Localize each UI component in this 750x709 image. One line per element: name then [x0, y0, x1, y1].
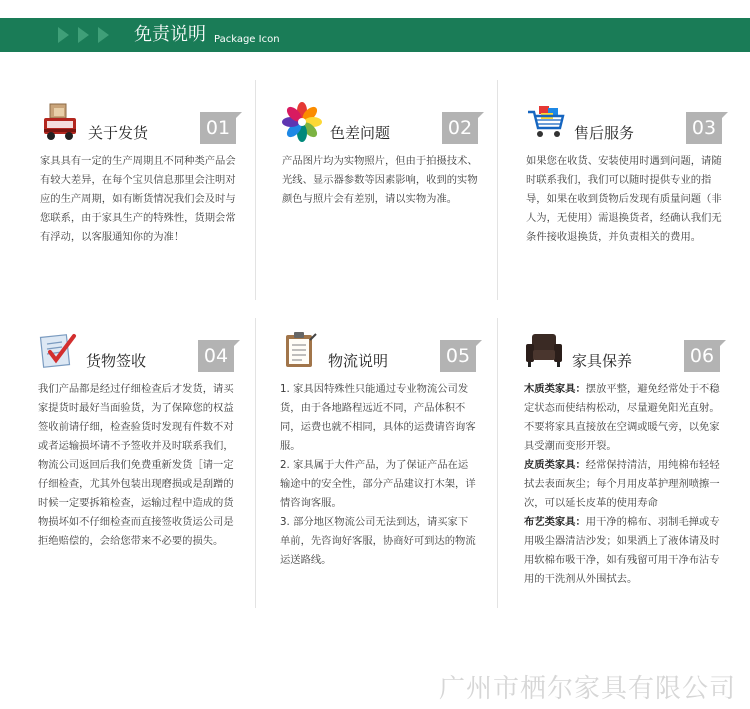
card-number-badge: 05: [440, 340, 476, 372]
card-body: [38, 380, 234, 551]
card-title: 关于发货: [88, 124, 149, 142]
header-banner: [0, 18, 750, 52]
page-title: 免责说明: [134, 24, 206, 45]
card-title: 色差问题: [330, 124, 391, 142]
card-number-badge: 01: [200, 112, 236, 144]
card-furniture-care: [524, 330, 720, 589]
card-color-difference: [282, 102, 478, 209]
shopping-cart-icon: [526, 102, 566, 142]
card-number-badge: 03: [686, 112, 722, 144]
column-divider: [255, 318, 256, 608]
company-watermark: 广州市栖尔家具有限公司: [438, 674, 736, 704]
care-text: 摆放平整，避免经常处于不稳定状态而使结构松动，尽量避免阳光直射。不要将家具直接放在空调或暖气旁，以免家具受潮而变形开裂。: [524, 383, 720, 452]
checklist-icon: [38, 330, 78, 370]
card-paragraph: 产品图片均为实物照片，但由于拍摄技术、光线、显示器参数等因素影响，收到的实物颜色与照片会有差别，请以实物为准。: [282, 155, 478, 205]
card-delivery: [40, 102, 236, 247]
card-paragraph: 如果您在收货、安装使用时遇到问题，请随时联系我们，我们可以随时提供专业的指导，如果在收到货物后发现有质量问题（非人为，无使用）需退换货者，经确认我们无条件接收退换货，并负责相关的费用。: [526, 155, 722, 243]
care-text: 经常保持清洁，用纯棉布轻轻拭去表面灰尘；每个月用皮革护理剂喷擦一次，可以延长皮革的使用寿命: [524, 459, 720, 509]
color-wheel-icon: [282, 102, 322, 142]
card-title: 售后服务: [574, 124, 635, 142]
card-title: 货物签收: [86, 352, 147, 370]
card-body: [40, 152, 236, 247]
card-body: [524, 380, 720, 589]
card-paragraph: [524, 456, 720, 513]
chevron-right-icon: [98, 27, 109, 43]
care-label: 皮质类家具：: [524, 459, 586, 471]
chevron-right-icon: [58, 27, 69, 43]
armchair-icon: [524, 330, 564, 370]
page-subtitle: Package Icon: [214, 34, 280, 45]
card-paragraph: 家具具有一定的生产周期且不同种类产品会有较大差异，在每个宝贝信息那里会注明对应的生产周期，如有断货情况我们会及时与您联系，由于家具生产的特殊性，货期会常有浮动，以客服通知你的为准！: [40, 155, 236, 243]
card-after-sales: [526, 102, 722, 247]
clipboard-icon: [280, 330, 320, 370]
card-body: [282, 152, 478, 209]
card-paragraph: [524, 380, 720, 456]
card-title: 家具保养: [572, 352, 633, 370]
column-divider: [497, 318, 498, 608]
card-paragraph: 2. 家具属于大件产品，为了保证产品在运输途中的安全性，部分产品建议打木架，详情咨询客服。: [280, 459, 476, 509]
card-paragraph: 3. 部分地区物流公司无法到达，请买家下单前，先咨询好客服，协商好可到达的物流运送路线。: [280, 516, 476, 566]
card-number-badge: 06: [684, 340, 720, 372]
card-number-badge: 02: [442, 112, 478, 144]
card-paragraph: 1. 家具因特殊性只能通过专业物流公司发货，由于各地路程远近不同，产品体积不同，运费也就不相同，具体的运费请咨询客服。: [280, 383, 476, 452]
card-title: 物流说明: [328, 352, 389, 370]
care-label: 木质类家具：: [524, 383, 586, 395]
card-logistics: [280, 330, 476, 570]
delivery-truck-icon: [40, 102, 80, 142]
card-signing: [38, 330, 234, 551]
column-divider: [497, 80, 498, 300]
chevron-right-icon: [78, 27, 89, 43]
card-number-badge: 04: [198, 340, 234, 372]
column-divider: [255, 80, 256, 300]
care-text: 用干净的棉布、羽制毛掸或专用吸尘器清洁沙发；如果洒上了液体请及时用软棉布吸干净，如有残留可用干净布沾专用的干洗剂从外围拭去。: [524, 516, 720, 585]
card-paragraph: [524, 513, 720, 589]
care-label: 布艺类家具：: [524, 516, 586, 528]
card-body: [280, 380, 476, 570]
card-paragraph: 我们产品都是经过仔细检查后才发货，请买家提货时最好当面验货，为了保障您的权益签收前请仔细，检查验货时发现有件数不对或者运输损坏请不予签收并及时联系我们，物流公司返回后我们免费重新发货［请一定仔细检查，尤其外包装出现磨损或是刮蹭的时候一定要拆箱检查，运输过程中造成的货物损坏如不仔细检查而直接签收货运公司是拒绝赔偿的，会给您带来不必要的损失。: [38, 383, 234, 547]
card-body: [526, 152, 722, 247]
